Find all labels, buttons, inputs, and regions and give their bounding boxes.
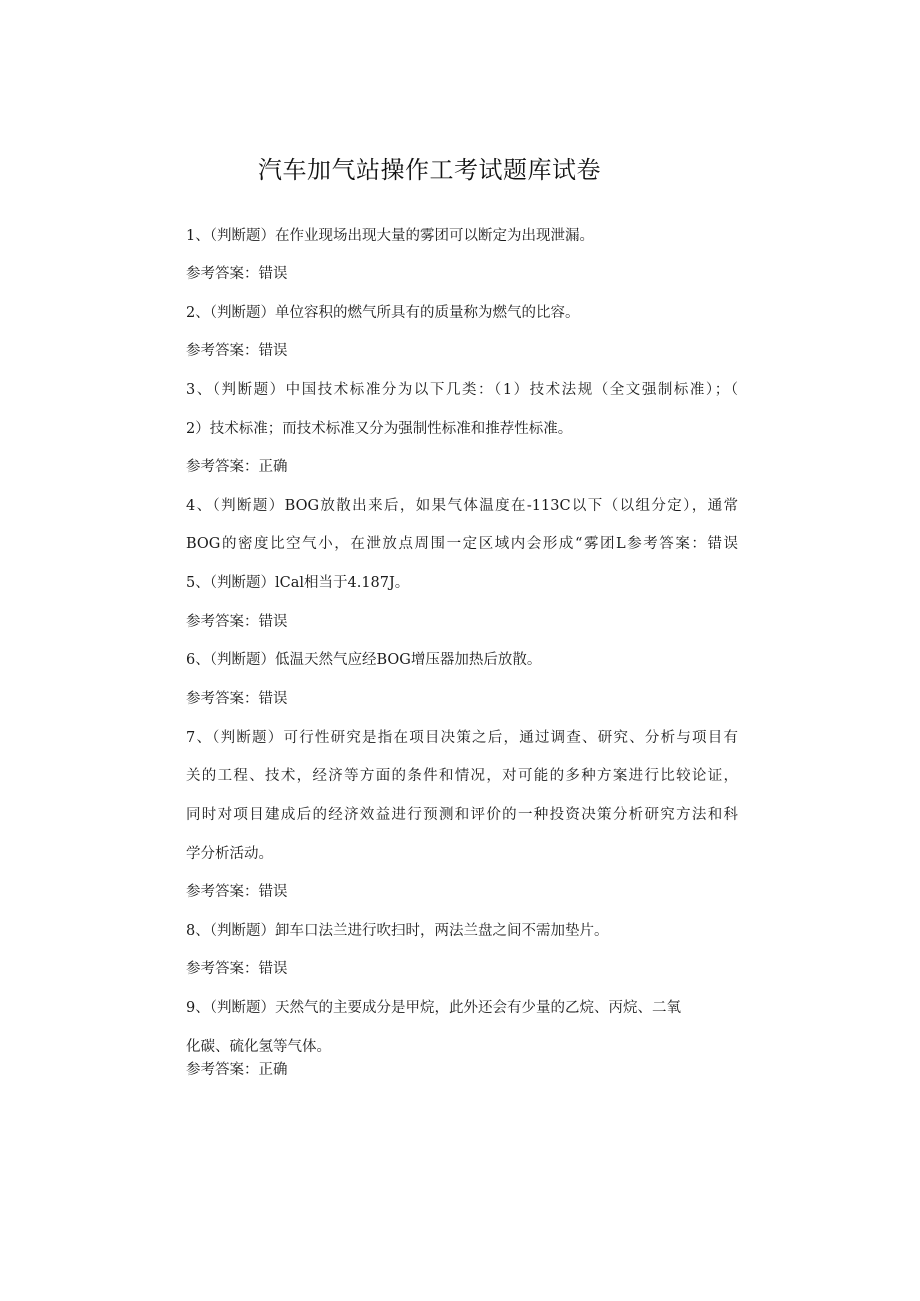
question-3-line-1: 3、（判断题）中国技术标准分为以下几类：（1）技术法规（全文强制标准）；（ — [186, 382, 738, 398]
question-5-line: 5、（判断题）lCal相当于4.187J。 — [186, 575, 410, 591]
question-7-line-2: 关的工程、技术，经济等方面的条件和情况，对可能的多种方案进行比较论证， — [186, 768, 738, 784]
answer-3: 参考答案：正确 — [186, 459, 288, 475]
question-7-line-4: 学分析活动。 — [186, 846, 273, 862]
question-2-line: 2、（判断题）单位容积的燃气所具有的质量称为燃气的比容。 — [186, 305, 580, 321]
answer-7: 参考答案：错误 — [186, 884, 288, 900]
question-8-line: 8、（判断题）卸车口法兰进行吹扫时，两法兰盘之间不需加垫片。 — [186, 923, 609, 939]
question-7-line-1: 7、（判断题）可行性研究是指在项目决策之后，通过调查、研究、分析与项目有 — [186, 730, 738, 746]
question-6-line: 6、（判断题）低温天然气应经BOG增压器加热后放散。 — [186, 652, 542, 668]
question-7-line-3: 同时对项目建成后的经济效益进行预测和评价的一种投资决策分析研究方法和科 — [186, 807, 738, 823]
question-9-line-2: 化碳、硫化氢等气体。 — [186, 1039, 331, 1055]
question-1-line: 1、（判断题）在作业现场出现大量的雾团可以断定为出现泄漏。 — [186, 228, 594, 244]
question-4-line-2: BOG的密度比空气小，在泄放点周围一定区域内会形成“雾团L参考答案：错误 — [186, 536, 738, 552]
answer-5: 参考答案：错误 — [186, 614, 288, 630]
question-9-line-1: 9、（判断题）天然气的主要成分是甲烷，此外还会有少量的乙烷、丙烷、二氧 — [186, 1000, 681, 1016]
answer-9: 参考答案：正确 — [186, 1062, 288, 1078]
answer-6: 参考答案：错误 — [186, 691, 288, 707]
page-title: 汽车加气站操作工考试题库试卷 — [258, 156, 601, 184]
question-4-line-1: 4、（判断题）BOG放散出来后，如果气体温度在-113C以下（以组分定），通常 — [186, 498, 738, 514]
answer-8: 参考答案：错误 — [186, 961, 288, 977]
answer-1: 参考答案：错误 — [186, 266, 288, 282]
answer-2: 参考答案：错误 — [186, 343, 288, 359]
question-3-line-2: 2）技术标准；而技术标准又分为强制性标准和推荐性标准。 — [186, 421, 573, 437]
